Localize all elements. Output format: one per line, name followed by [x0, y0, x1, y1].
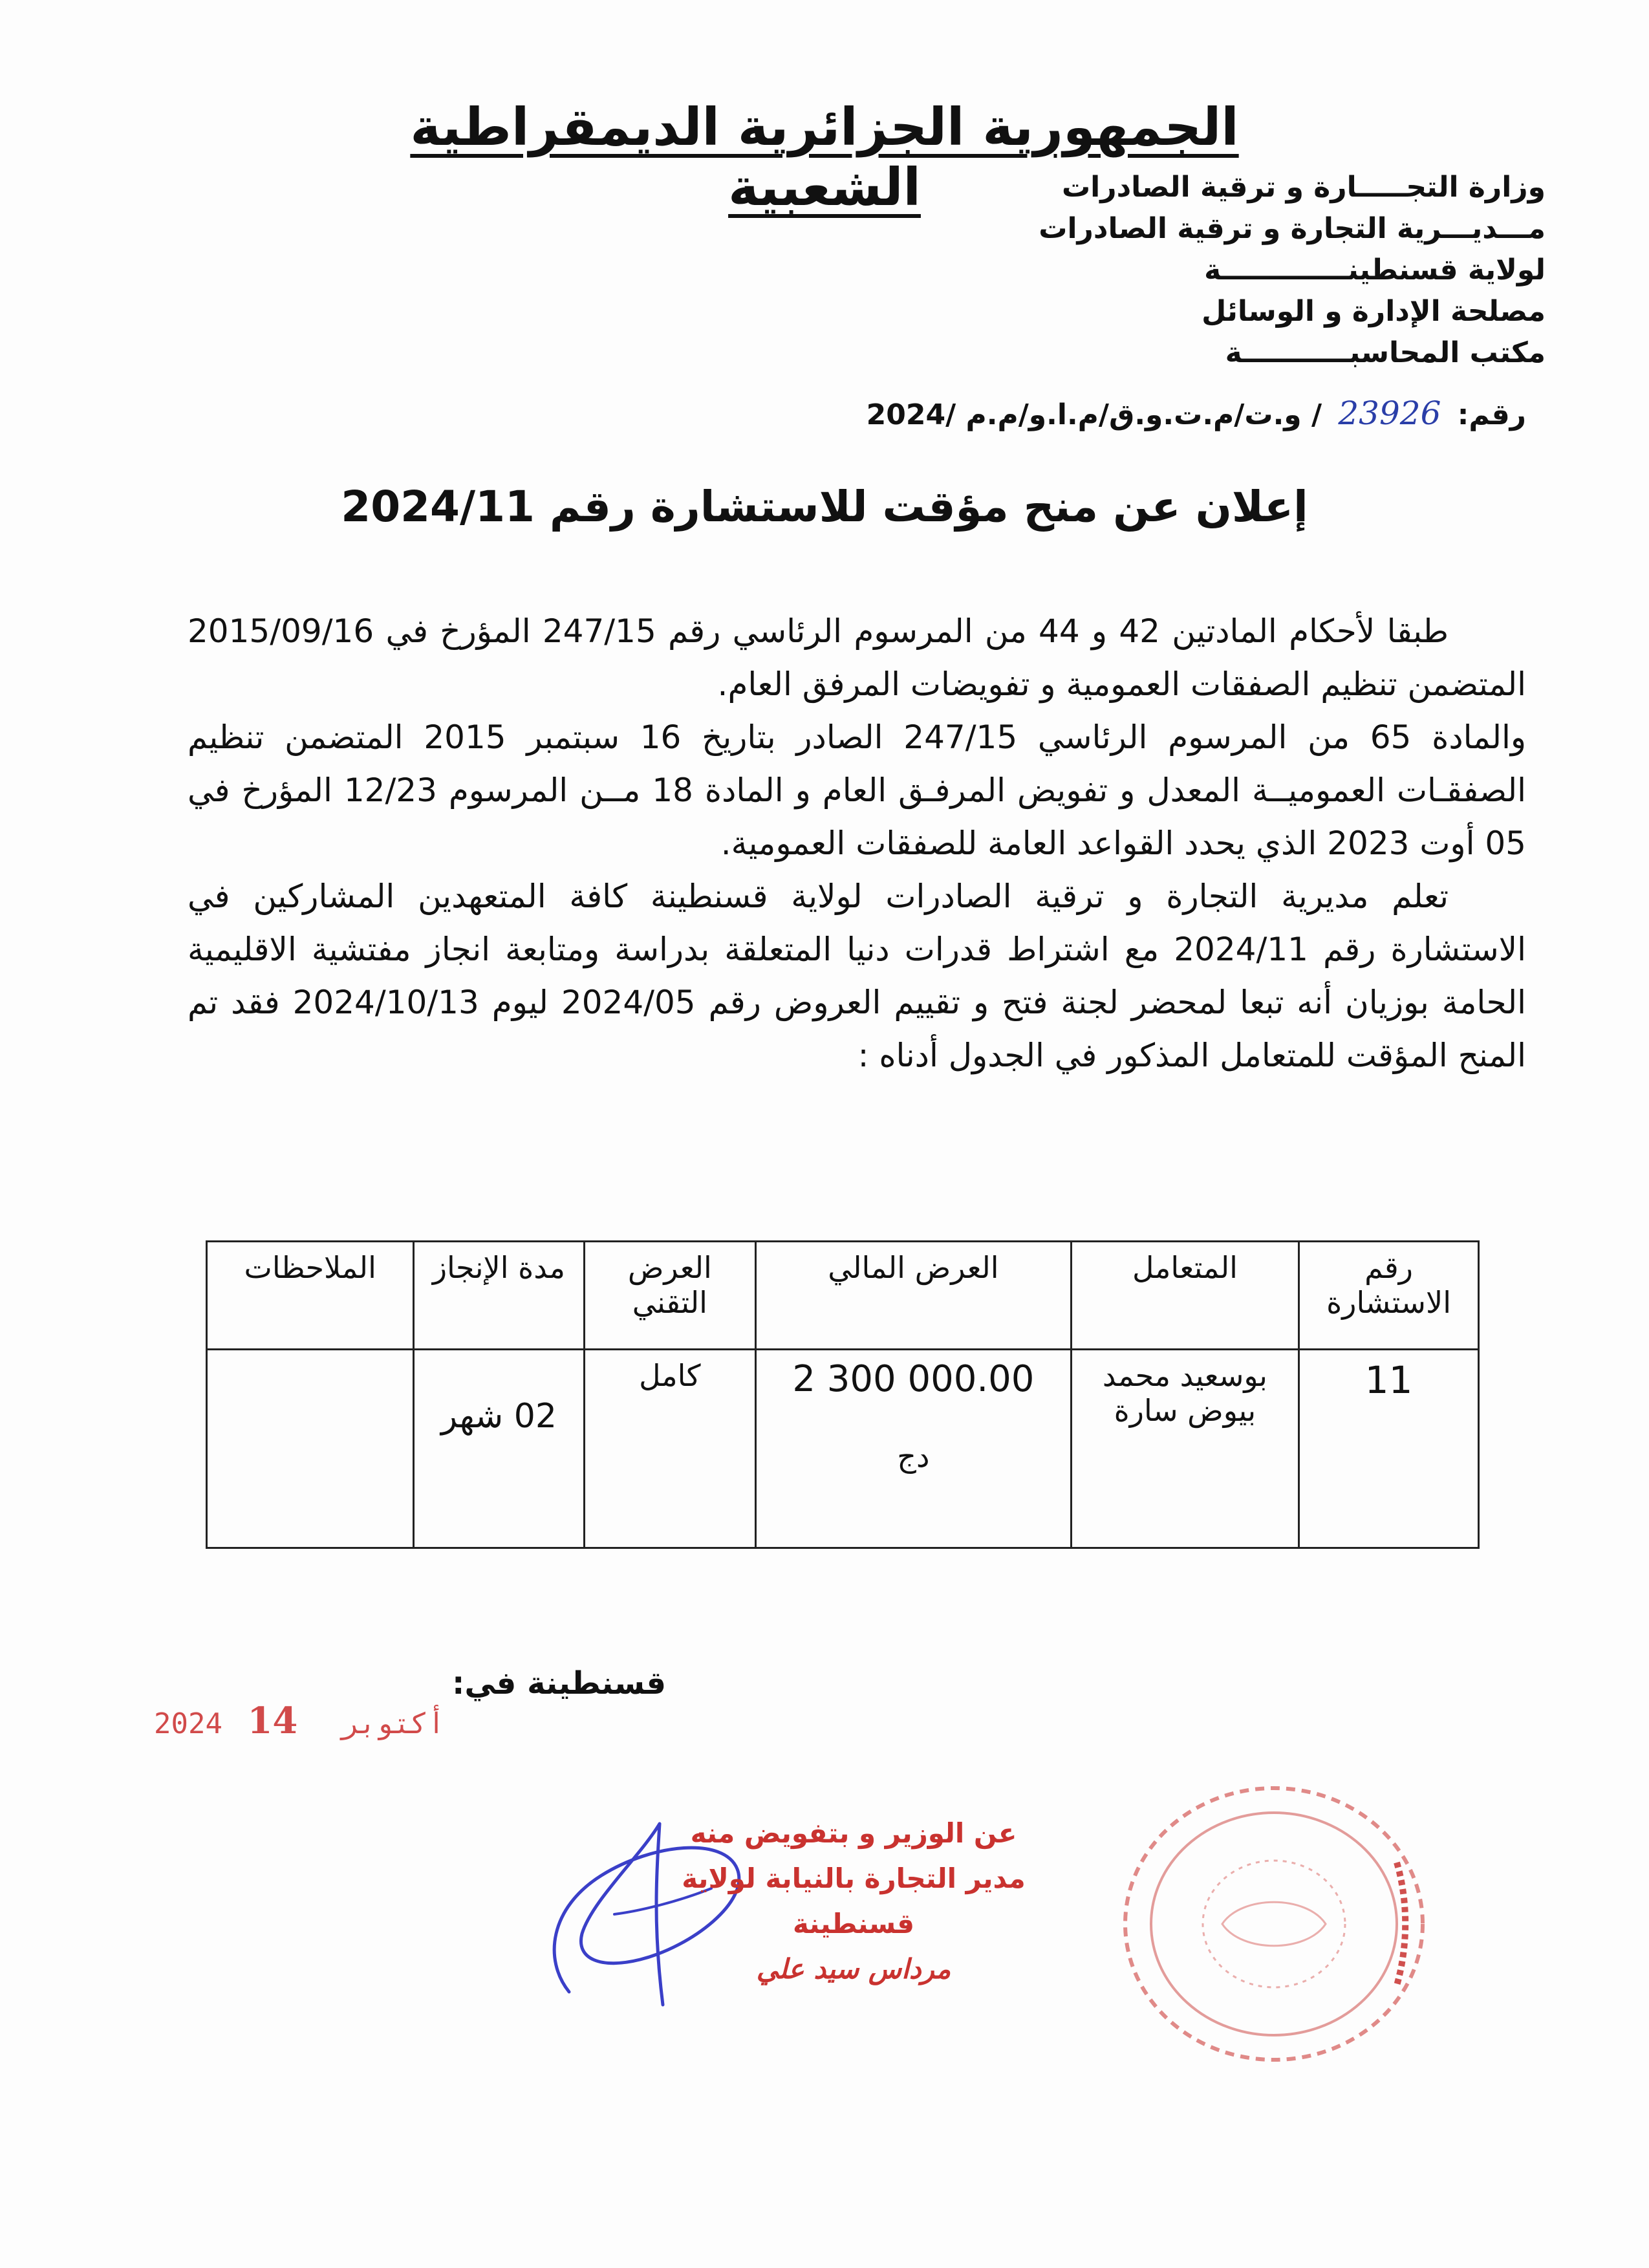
- header-operator: المتعامل: [1071, 1242, 1299, 1350]
- signature-delegation-line: عن الوزير و بتفويض منه: [690, 1817, 1017, 1849]
- service-line: مصلحة الإدارة و الوسائل: [1202, 295, 1546, 328]
- cell-technical-offer: [584, 1350, 756, 1548]
- operator-name-1: بوسعيد محمد: [1102, 1358, 1267, 1393]
- financial-amount: 2 300 000.00: [792, 1358, 1035, 1400]
- signatory-name: مرداس سيد علي: [756, 1953, 951, 1985]
- legal-articles-paragraph: والمادة 65 من المرسوم الرئاسي 247/15 الصادر بتاريخ 16 سبتمبر 2015 المتضمن تنظيم الصفقـات العموميــة المعدل و تفويض المرفـق العام و المادة 18 مــن المرسوم 12/23 المؤرخ في 05 أوت 2023 الذي يحدد القواعد العامة للصفقات العمومية.: [188, 718, 1526, 862]
- header-consultation-number: رقم الاستشارة: [1299, 1242, 1479, 1350]
- cell-notes: [207, 1350, 414, 1548]
- technical-offer-value: كامل: [639, 1358, 701, 1393]
- signature-block: [634, 1811, 1073, 1992]
- date-stamp-day: 14: [247, 1700, 298, 1742]
- header-technical-offer: العرض التقني: [584, 1242, 756, 1350]
- financial-currency: دج: [897, 1439, 930, 1474]
- cell-operator: [1071, 1350, 1299, 1548]
- reference-code: / و.ت/م.ت.و.ق/م.ا.و/م.م /2024: [866, 398, 1322, 431]
- signature-title-line: مدير التجارة بالنيابة لولاية قسنطينة: [682, 1863, 1026, 1939]
- duration-value: 02 شهر: [440, 1397, 557, 1436]
- date-stamp-month: أكتوبر: [341, 1707, 445, 1740]
- cell-financial-offer: [756, 1350, 1072, 1548]
- official-seal-icon: [1093, 1772, 1442, 2076]
- header-notes: الملاحظات: [207, 1242, 414, 1350]
- ministry-line: وزارة التجـــــارة و ترقية الصادرات: [1061, 171, 1546, 204]
- announcement-body: [188, 605, 1526, 1082]
- reference-label: رقم:: [1457, 398, 1526, 431]
- republic-heading: الجمهورية الجزائرية الديمقراطية الشعبية: [410, 97, 1239, 217]
- header-duration: مدة الإنجاز: [414, 1242, 584, 1350]
- table-row: [207, 1350, 1479, 1548]
- wilaya-line: لولاية قسنطينـــــــــــــة: [1204, 254, 1546, 286]
- office-line: مكتب المحاسبـــــــــــة: [1225, 336, 1546, 369]
- reference-number: 23926: [1338, 394, 1441, 432]
- date-stamp-year: 2024: [154, 1707, 222, 1740]
- place-date-label: قسنطينة في:: [452, 1665, 666, 1701]
- legal-basis-paragraph: طبقا لأحكام المادتين 42 و 44 من المرسوم الرئاسي رقم 247/15 المؤرخ في 2015/09/16 المتضمن تنظيم الصفقات العمومية و تفويضات المرفق العام.: [188, 612, 1526, 703]
- issuing-authority-block: [899, 167, 1546, 374]
- directorate-line: مـــديـــرية التجارة و ترقية الصادرات: [1039, 212, 1546, 245]
- cell-consultation-number: [1299, 1350, 1479, 1548]
- award-notice-paragraph: تعلم مديرية التجارة و ترقية الصادرات لولاية قسنطينة كافة المتعهدين المشاركين في الاستشارة رقم 2024/11 مع اشتراط قدرات دنيا المتعلقة بدراسة ومتابعة انجاز مفتشية الاقليمية الحامة بوزيان أنه تبعا لمحضر لجنة فتح و تقييم العروض رقم 2024/05 ليوم 2024/10/13 فقد تم المنح المؤقت للمتعامل المذكور في الجدول أدناه :: [188, 878, 1526, 1074]
- header-financial-offer: العرض المالي: [756, 1242, 1072, 1350]
- date-stamp: [154, 1700, 445, 1742]
- table-header-row: [207, 1242, 1479, 1350]
- reference-line: [867, 394, 1526, 432]
- cell-duration: [414, 1350, 584, 1548]
- consultation-number-value: 11: [1364, 1358, 1413, 1402]
- award-table: [206, 1240, 1480, 1549]
- announcement-title: إعلان عن منح مؤقت للاستشارة رقم 2024/11: [341, 482, 1308, 532]
- operator-name-2: بيوض سارة: [1114, 1393, 1256, 1428]
